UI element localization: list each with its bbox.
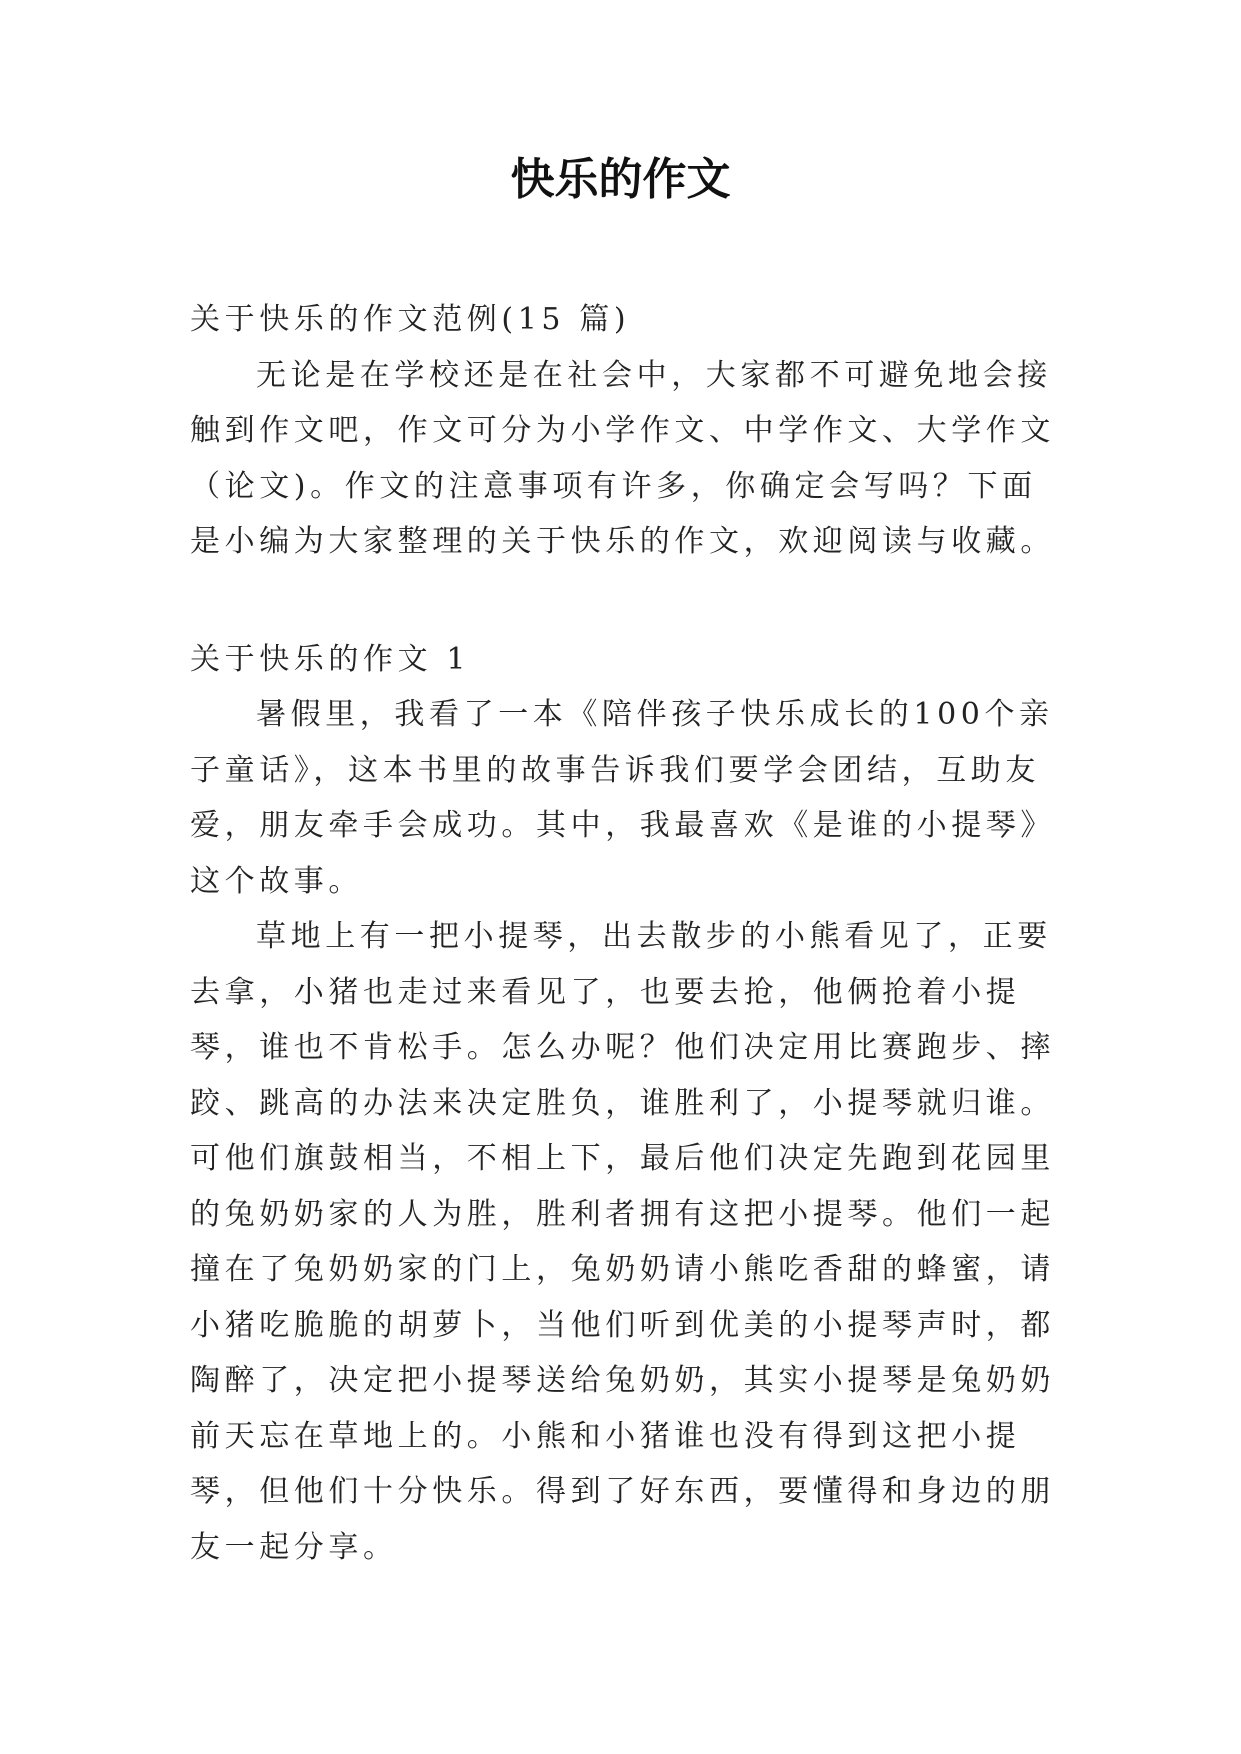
- essay-paragraph: 草地上有一把小提琴，出去散步的小熊看见了，正要去拿，小猪也走过来看见了，也要去抢，他俩抢着小提琴，谁也不肯松手。怎么办呢？他们决定用比赛跑步、摔跤、跳高的办法来决定胜负，谁胜利了，小提琴就归谁。可他们旗鼓相当，不相上下，最后他们决定先跑到花园里的兔奶奶家的人为胜，胜利者拥有这把小提琴。他们一起撞在了兔奶奶家的门上，兔奶奶请小熊吃香甜的蜂蜜，请小猪吃脆脆的胡萝卜，当他们听到优美的小提琴声时，都陶醉了，决定把小提琴送给兔奶奶，其实小提琴是兔奶奶前天忘在草地上的。小熊和小猪谁也没有得到这把小提琴，但他们十分快乐。得到了好东西，要懂得和身边的朋友一起分享。: [190, 919, 1055, 1565]
- page-title: 快乐的作文: [510, 154, 731, 205]
- document-body: [190, 292, 1058, 1575]
- essay-heading: 关于快乐的作文 1: [190, 641, 471, 677]
- section-spacer: [190, 570, 1058, 632]
- essay-paragraph: 暑假里，我看了一本《陪伴孩子快乐成长的100个亲子童话》，这本书里的故事告诉我们要学会团结，互助友爱，朋友牵手会成功。其中，我最喜欢《是谁的小提琴》这个故事。: [190, 697, 1055, 899]
- intro-paragraph: 无论是在学校还是在社会中，大家都不可避免地会接触到作文吧，作文可分为小学作文、中学作文、大学作文（论文)。作文的注意事项有许多，你确定会写吗？下面是小编为大家整理的关于快乐的作文，欢迎阅读与收藏。: [190, 357, 1055, 559]
- intro-heading: 关于快乐的作文范例(15 篇): [190, 302, 631, 337]
